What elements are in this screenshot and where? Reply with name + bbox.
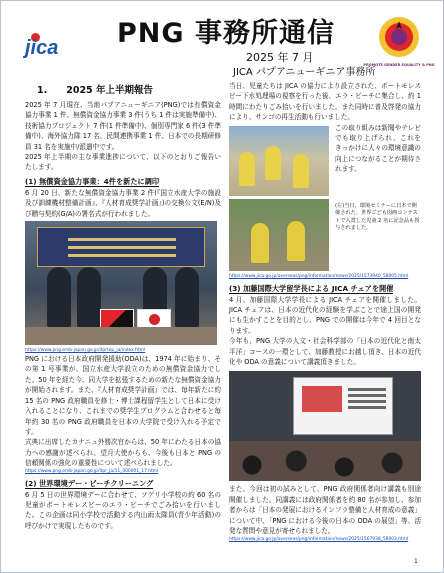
intro-paragraph: 2025 年 7 月現在、当地パプアニューギニア(PNG)では有償資金協力事業 1 件、無償資金協力事業 3 件(うち 1 件は実施準備中)、技術協力プロジェクト 7 件(1 件準備中)、個別専門家 6 件(3 件準備中)、海外協力隊 17 名、民間連携事業 1 件、日本での長期研修員 31 名を実施中/派遣中です。 (25, 101, 221, 151)
gender-equality-emblem-icon (377, 15, 421, 59)
subsection-heading-beach (25, 479, 221, 489)
award-photo (229, 199, 329, 271)
japan-flag-icon (137, 309, 171, 329)
png-flag-icon (100, 309, 134, 329)
jica-chair-paragraph: 4 月、加藤国際大学学長による JICA チェアを開催しました。JICA チェアは、日本の近代化の経験を学ぶことで途上国の開発にも生かすことを目的とし、PNG での開催は今年で 4 回目となります。 (229, 295, 421, 335)
section-heading: 1. 2025 年上半期報告 (37, 85, 153, 96)
projector-screen (293, 377, 393, 435)
child-figure (287, 221, 305, 261)
page-number: 1 (414, 558, 418, 565)
issue-date: 2025 年 7 月 (246, 51, 314, 64)
child-figure (251, 223, 269, 263)
ceremony-news-link[interactable]: https://www.png.emb-japan.go.jp/itpr_ja/11_000001_17.html (25, 468, 159, 474)
oda-history-paragraph: PNG における日本政府開発援助(ODA)は、1974 年に始まり、その第 1 号事業が、国立水産大学設立のための無償資金協力でした。50 年を経た今、同大学を拡張するための新たな無償資金協力が開始されます。また、『人材育成奨学計画』では、毎年新たに約 15 名の PNG 政府職員を修士・博士課程留学生として日本に受け入れることになり、これまでの奨学生プログラムと合わせると毎年約 30 名の PNG 政府職員を日本の大学院で受け入れる予定です。 (25, 355, 221, 436)
signing-photo-link[interactable]: https://www.png.emb-japan.go.jp/itprtop_ja/index.html (25, 348, 146, 354)
emblem-caption: PROMOTE GENDER EQUALITY & PNG (363, 63, 435, 67)
subsection-heading-beach-text: (2) 世界環境デー・ビーチクリーニング (25, 478, 154, 488)
child-figure (293, 154, 309, 188)
subsection-heading-grant (25, 177, 221, 187)
subsection-heading-jica-chair-text: (3) 加藤国際大学留学長による JICA チェアを開催 (229, 283, 394, 293)
lecture-news-link[interactable]: https://www.jica.go.jp/overseas/png/information/news/2025/1567938_58003.html (229, 536, 409, 542)
beach-cleanup-photo (229, 126, 329, 196)
person-figure (47, 267, 71, 327)
beach-news-link[interactable]: https://www.jica.go.jp/overseas/png/information/news/2025/1573940_58005.html (229, 273, 409, 279)
lecture-photo (229, 371, 421, 481)
person-figure (175, 267, 199, 327)
jica-logo-text: jica (25, 37, 59, 59)
left-column (25, 81, 221, 531)
subsection-heading-grant-text: (1) 無償資金協力事業：4件を新たに調印 (25, 176, 160, 186)
subsection-heading-jica-chair (229, 284, 421, 294)
beach-event-paragraph: 当日、児童たちは JICA の協力により設立された、ポートモレスビー下水処理場の視察を行った後、エラ・ビーチに集合し、約 1 時間にわたりごみ拾いを行いました。また同時に普及啓発の協力により、サンゴの再生活動も行いました。 (229, 82, 421, 122)
page-title: PNG 事務所通信 (117, 18, 335, 49)
office-name: JICA パプアニューギニア事務所 (233, 67, 376, 78)
audience (229, 441, 421, 481)
government-lecture-paragraph: また、今回は初の試みとして、PNG 政府関係者向け講義も別途開催しました。同講義には政府関係者を約 80 名が参加し、参加者からは「日本の発展におけるインフラ整備と人材育成の意義」について中、「PNG における今後の日本の ODA の展望」等、活発な質問や意見が寄せられました。 (229, 485, 421, 536)
grant-paragraph: 6 月 20 日、新たな無償資金協力事業 2 件(『国立水産大学の施設及び訓練機材整備計画』、『人材育成奨学計画』)の交換公文(E/N)及び贈与契約(G/A)の署名式が行われました。 (25, 188, 221, 218)
signing-ceremony-photo (25, 221, 217, 345)
award-photo-note: (左)当日、環境セミナーに日本で開催された、世界ごども図画コンテストで入賞した児童 2 名に記念品も授与されました。 (335, 202, 420, 232)
beach-cleanup-paragraph: 6 月 5 日の世界環境デーに合わせて、ソゲリ小学校の約 60 名の児童がポートモレスビーのエラ・ビーチでごみ拾いを行いました。この企画は同小学校で活動する内山雨太隊員(青少年活動)の呼びかけで実現したものです。 (25, 490, 221, 530)
intro-paragraph-2: 2025 年上半期の主な事業進捗について、以下のとおりご報告いたします。 (25, 153, 221, 172)
ceremony-remarks-paragraph: 式典に出席したカナニュ外務次官からは、50 年にわたる日本の協力への感謝が述べられ、望月大使からも、今後も日本と PNG の信頼関係の強化の重要性について述べられました。 (25, 438, 221, 468)
person-figure (77, 267, 101, 327)
media-coverage-paragraph: この取り組みは新聞やテレビでも取り上げられ、これをきっかけに人々の環境意識の向上につながることが期待されます。 (335, 123, 421, 174)
right-column (229, 81, 421, 543)
signing-table (25, 327, 217, 345)
ceremony-banner (37, 227, 205, 267)
jica-chair-paragraph-2: 今年も、PNG 大学の人文・社会科学部の「日本の近代化と南太平洋」コースの一環として、加藤教授にお越し頂き、日本の近代化や ODA の意義について講義頂きました。 (229, 337, 421, 367)
jica-logo (25, 31, 71, 59)
child-figure (239, 152, 255, 186)
child-figure (265, 146, 281, 180)
